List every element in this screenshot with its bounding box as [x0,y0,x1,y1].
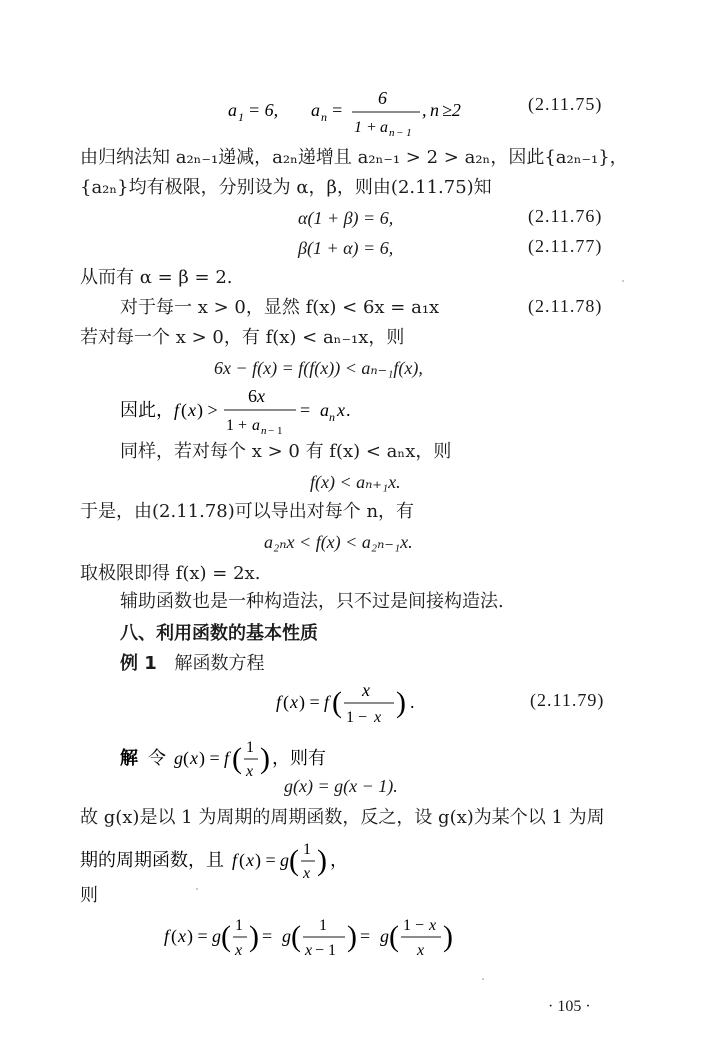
svg-text:n: n [321,110,327,124]
paragraph-if-for-every-x: 若对每一个 x > 0，有 f(x) < aₙ₋₁x，则 [80,327,405,348]
svg-text:=: = [262,926,273,946]
paragraph-periodic-line-1: 故 g(x)是以 1 为周期的周期函数，反之，设 g(x)为某个以 1 为周 [80,807,605,828]
equation-2-11-75-svg [228,88,488,139]
scan-speck [482,978,484,980]
svg-text:1: 1 [238,110,244,124]
equation-inline-1: 6x − f(x) = f(f(x)) < aₙ₋₁f(x), [214,358,423,378]
svg-text:) =: ) = [187,926,208,946]
paragraph-then: 则 [80,885,98,906]
svg-text:1 −: 1 − [403,917,425,934]
svg-text:): ) [396,686,406,719]
equation-2-11-77: β(1 + α) = 6, [298,238,394,258]
svg-text:g: g [174,748,183,768]
svg-text:6: 6 [248,386,257,406]
svg-text:a: a [380,119,388,136]
svg-text:x: x [337,400,345,420]
svg-text:(: ( [332,686,342,719]
svg-text:n: n [329,410,335,424]
svg-text:) >: ) > [197,400,218,420]
svg-text:f: f [276,692,282,712]
svg-text:a: a [252,417,260,434]
svg-text:x: x [178,926,186,946]
svg-text:期的周期函数，且: 期的周期函数，且 [80,850,224,871]
paragraph-conclusion-limits: 从而有 α = β = 2. [80,267,233,288]
svg-text:，: ， [330,850,348,871]
equation-2-11-79 [276,680,456,737]
svg-text:，则有: ，则有 [272,748,326,769]
svg-text:): ) [317,844,327,877]
svg-text:− 1: − 1 [396,127,412,139]
svg-text:= 6,: = 6, [248,100,279,120]
svg-text:): ) [260,742,270,775]
svg-text:a: a [311,100,320,120]
svg-text:x: x [305,942,313,959]
svg-text:(: ( [221,920,231,953]
svg-text:(: ( [289,844,299,877]
svg-text:x: x [246,850,254,870]
svg-text:(: ( [171,926,177,946]
equation-inline-3: a₂ₙx < f(x) < a₂ₙ₋₁x. [264,532,413,552]
svg-text:f: f [324,692,330,712]
svg-text:x: x [290,692,298,712]
svg-text:1: 1 [235,917,243,934]
svg-text:n: n [261,425,267,437]
svg-text:.: . [410,692,415,712]
svg-text:f: f [224,748,230,768]
svg-text:解: 解 [120,748,138,769]
equation-2-11-79-svg [276,680,456,730]
svg-text:x: x [374,709,382,726]
svg-text:≥2: ≥2 [442,100,461,120]
svg-text:令: 令 [148,748,166,769]
svg-text:n: n [430,100,439,120]
paragraph-periodic-line-2-svg [80,838,400,888]
svg-text:1 −: 1 − [346,709,368,726]
svg-text:(: ( [283,692,289,712]
scan-speck [622,280,624,282]
example-text: 解函数方程 [174,653,265,674]
svg-text:): ) [249,920,259,953]
equation-2-11-75 [228,88,488,142]
svg-text:(: ( [181,400,187,420]
svg-text:1: 1 [246,739,254,756]
svg-text:− 1: − 1 [315,942,337,959]
paragraph-therefore-svg [120,384,380,437]
svg-text:x: x [362,680,370,700]
equation-label-2-11-75: (2.11.75) [528,94,603,114]
svg-text:g: g [380,926,389,946]
svg-text:x: x [246,763,254,780]
scan-speck [196,888,198,890]
svg-text:x: x [429,917,437,934]
equation-inline-4: g(x) = g(x − 1). [284,776,398,796]
svg-text:,: , [422,100,427,120]
equation-label-2-11-76: (2.11.76) [528,206,603,226]
svg-text:x: x [257,386,265,406]
equation-label-2-11-78: (2.11.78) [528,296,603,316]
paragraph-for-each-x: 对于每一 x > 0，显然 f(x) < 6x = a₁x [120,297,440,318]
section-heading: 八、利用函数的基本性质 [120,623,318,644]
svg-text:因此，: 因此， [120,400,174,421]
svg-text:=: = [331,100,344,120]
example-label: 例 1 [120,653,157,674]
svg-text:f: f [164,926,170,946]
paragraph-periodic-line-2 [80,838,400,895]
svg-text:.: . [346,400,351,420]
svg-text:g: g [212,926,221,946]
svg-text:1 +: 1 + [354,119,377,136]
svg-text:1: 1 [319,917,327,934]
paragraph-auxiliary-function: 辅助函数也是一种构造法，只不过是间接构造法. [120,591,504,612]
svg-text:) =: ) = [199,748,220,768]
svg-text:6: 6 [378,88,387,108]
svg-text:(: ( [239,850,245,870]
svg-text:(: ( [389,920,399,953]
page-number: · 105 · [548,998,591,1015]
svg-text:x: x [188,400,196,420]
paragraph-induction-line-1: 由归纳法知 a₂ₙ₋₁递减，a₂ₙ递增且 a₂ₙ₋₁ > 2 > a₂ₙ，因此{a₂ₙ₋₁}， [80,147,628,168]
svg-text:(: ( [291,920,301,953]
svg-text:(: ( [183,748,189,768]
svg-text:g: g [282,926,291,946]
svg-text:(: ( [232,742,242,775]
svg-text:x: x [190,748,198,768]
svg-text:x: x [417,942,425,959]
paragraph-similarly: 同样，若对每个 x > 0 有 f(x) < aₙx，则 [120,441,452,462]
svg-text:− 1: − 1 [268,425,283,437]
svg-text:) =: ) = [299,692,320,712]
svg-text:) =: ) = [255,850,276,870]
equation-label-2-11-79: (2.11.79) [530,690,605,710]
example-1 [120,652,265,676]
equation-2-11-76: α(1 + β) = 6, [298,208,394,228]
paragraph-induction-line-2: {a₂ₙ}均有极限，分别设为 α，β，则由(2.11.75)知 [80,177,492,198]
svg-text:f: f [232,850,238,870]
svg-text:a: a [228,100,237,120]
svg-text:x: x [303,865,311,882]
svg-text:=: = [360,926,371,946]
equation-final-svg [164,912,504,968]
equation-final [164,912,504,975]
paragraph-therefore [120,384,380,441]
svg-text:x: x [235,942,243,959]
paragraph-hence-each-n: 于是，由(2.11.78)可以导出对每个 n，有 [80,501,415,522]
equation-label-2-11-77: (2.11.77) [528,236,603,256]
svg-text:1: 1 [303,841,311,858]
svg-text:): ) [347,920,357,953]
svg-text:g: g [280,850,289,870]
paragraph-take-limit: 取极限即得 f(x) = 2x. [80,563,261,584]
svg-text:a: a [320,400,329,420]
svg-text:=: = [300,400,311,420]
svg-text:): ) [443,920,453,953]
svg-text:f: f [174,400,180,420]
equation-inline-2: f(x) < aₙ₊₁x. [310,472,401,492]
svg-text:1 +: 1 + [226,417,248,434]
svg-text:n: n [389,127,395,139]
